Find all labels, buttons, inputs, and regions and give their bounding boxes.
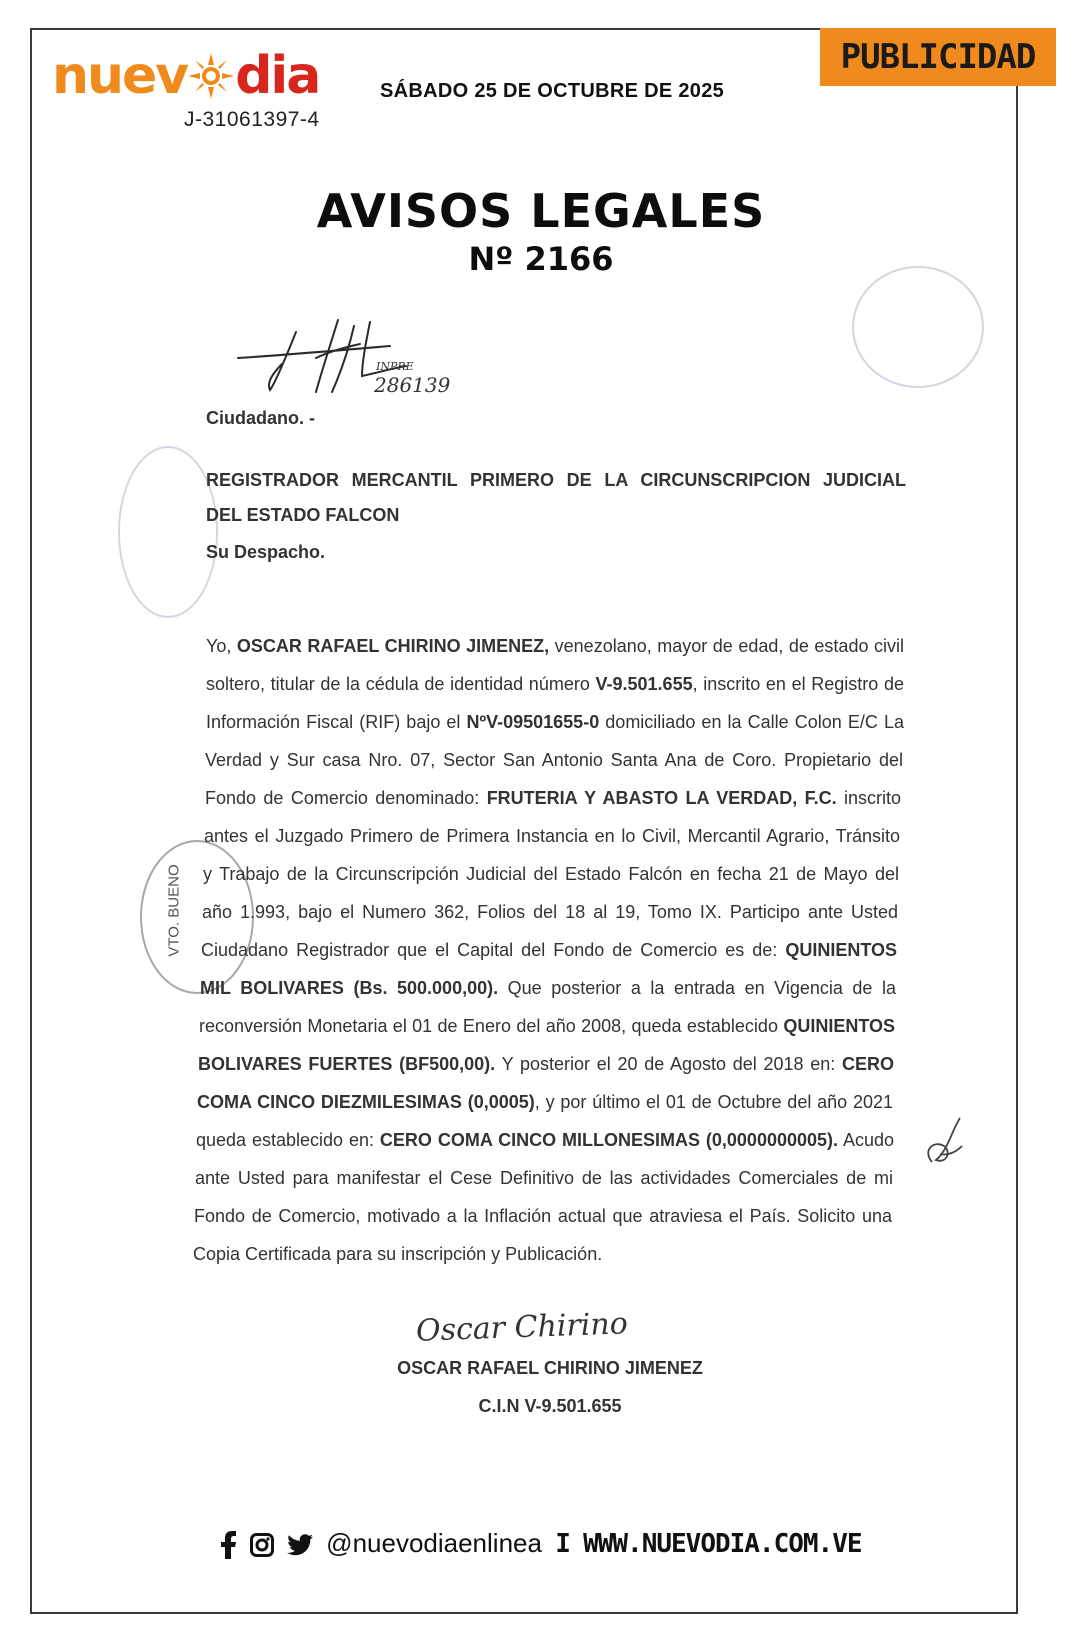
amount-inline: MIL BOLIVARES (Bs. 500.000,00). — [200, 978, 499, 998]
body-line-13 — [197, 1092, 893, 1113]
salutation: Ciudadano. - — [206, 408, 315, 428]
text-run: Que posterior a la entrada en Vigencia de la — [498, 978, 897, 998]
logo-text-part1: nuev — [52, 46, 188, 106]
text-run: Fondo de Comercio denominado: — [205, 788, 487, 808]
body-line-17: Copia Certificada para su inscripción y Publicación. — [193, 1244, 603, 1264]
footer-separator: I — [555, 1529, 570, 1559]
amount-inline: QUINIENTOS — [785, 940, 897, 960]
text-run: Ciudadano Registrador que el Capital del Fondo de Comercio es de: — [201, 940, 786, 960]
body-line-15: ante Usted para manifestar el Cese Definitivo de las actividades Comerciales de mi — [195, 1168, 893, 1188]
text-run: Información Fiscal (RIF) bajo el — [206, 712, 467, 732]
body-line-8: año 1.993, bajo el Numero 362, Folios del 18 al 19, Tomo IX. Participo ante Usted — [202, 902, 898, 922]
amount-inline: BOLIVARES FUERTES (BF500,00). — [198, 1054, 496, 1074]
twitter-icon[interactable] — [287, 1534, 313, 1556]
id-number-inline: V-9.501.655 — [595, 674, 693, 694]
section-label: PUBLICIDAD — [820, 28, 1056, 86]
text-run: venezolano, mayor de edad, de estado civil — [549, 636, 904, 656]
footer — [0, 1528, 1082, 1559]
body-line-2 — [206, 674, 904, 695]
signer-id: C.I.N V-9.501.655 — [478, 1396, 622, 1416]
signer-name-inline: OSCAR RAFAEL CHIRINO JIMENEZ, — [236, 636, 550, 656]
text-run: soltero, titular de la cédula de identidad número — [206, 674, 596, 694]
inpre-number: 286139 — [374, 373, 451, 397]
body-line-4: Verdad y Sur casa Nro. 07, Sector San Antonio Santa Ana de Coro. Propietario del — [205, 750, 903, 770]
notice-number: Nº 2166 — [468, 240, 614, 278]
social-handle[interactable]: @nuevodiaenlinea — [326, 1528, 542, 1558]
amount-inline: CERO COMA CINCO MILLONESIMAS (0,0000000005). — [379, 1130, 839, 1150]
publication-date: SÁBADO 25 DE OCTUBRE DE 2025 — [380, 80, 725, 102]
amount-inline: CERO — [841, 1054, 894, 1074]
website-link[interactable]: WWW.NUEVODIA.COM.VE — [583, 1529, 862, 1559]
body-line-16: Fondo de Comercio, motivado a la Inflación actual que atraviesa el País. Solicito una — [194, 1206, 892, 1226]
body-line-5 — [205, 788, 901, 809]
body-line-11 — [199, 1016, 895, 1037]
body-line-6: antes el Juzgado Primero de Primera Instancia en lo Civil, Mercantil Agrario, Tránsito — [204, 826, 900, 846]
addressee-line-1: REGISTRADOR MERCANTIL PRIMERO DE LA CIRCUNSCRIPCION JUDICIAL — [206, 470, 906, 490]
instagram-icon[interactable] — [250, 1533, 274, 1557]
body-line-1 — [206, 636, 904, 657]
signer-name: OSCAR RAFAEL CHIRINO JIMENEZ — [397, 1358, 703, 1378]
body-line-10 — [200, 978, 896, 999]
body-line-7: y Trabajo de la Circunscripción Judicial del Estado Falcón en fecha 21 de Mayo del — [203, 864, 899, 884]
addressee-line-2: DEL ESTADO FALCON — [206, 505, 400, 525]
page-title: AVISOS LEGALES — [316, 184, 766, 238]
text-run: Acudo — [838, 1130, 894, 1150]
body-line-14 — [196, 1130, 894, 1151]
text-run: queda establecido en: — [196, 1130, 380, 1150]
body-line-9 — [201, 940, 897, 961]
amount-inline: COMA CINCO DIEZMILESIMAS (0,0005) — [197, 1092, 535, 1112]
addressee-line-3: Su Despacho. — [206, 542, 326, 562]
text-run: domiciliado en la Calle Colon E/C La — [599, 712, 904, 732]
body-line-12 — [198, 1054, 894, 1075]
text-run: reconversión Monetaria el 01 de Enero del año 2008, queda establecido — [199, 1016, 784, 1036]
text-run: inscrito — [836, 788, 902, 808]
text-run: Yo, — [206, 636, 237, 656]
logo-text-part2: dia — [235, 46, 320, 106]
business-name-inline: FRUTERIA Y ABASTO LA VERDAD, F.C. — [486, 788, 837, 808]
signer-signature: Oscar Chirino — [415, 1306, 629, 1349]
text-run: , inscrito en el Registro de — [692, 674, 904, 694]
facebook-icon[interactable] — [220, 1531, 236, 1559]
amount-inline: QUINIENTOS — [783, 1016, 895, 1036]
rif-number: J-31061397-4 — [184, 108, 320, 131]
rif-inline: NºV-09501655-0 — [466, 712, 600, 732]
text-run: , y por último el 01 de Octubre del año 2021 — [534, 1092, 894, 1112]
inpre-label: INPRE — [376, 360, 414, 373]
body-line-3 — [206, 712, 904, 733]
stamp-text: VTO. BUENO — [165, 864, 183, 957]
text-run: Y posterior el 20 de Agosto del 2018 en: — [495, 1054, 842, 1074]
